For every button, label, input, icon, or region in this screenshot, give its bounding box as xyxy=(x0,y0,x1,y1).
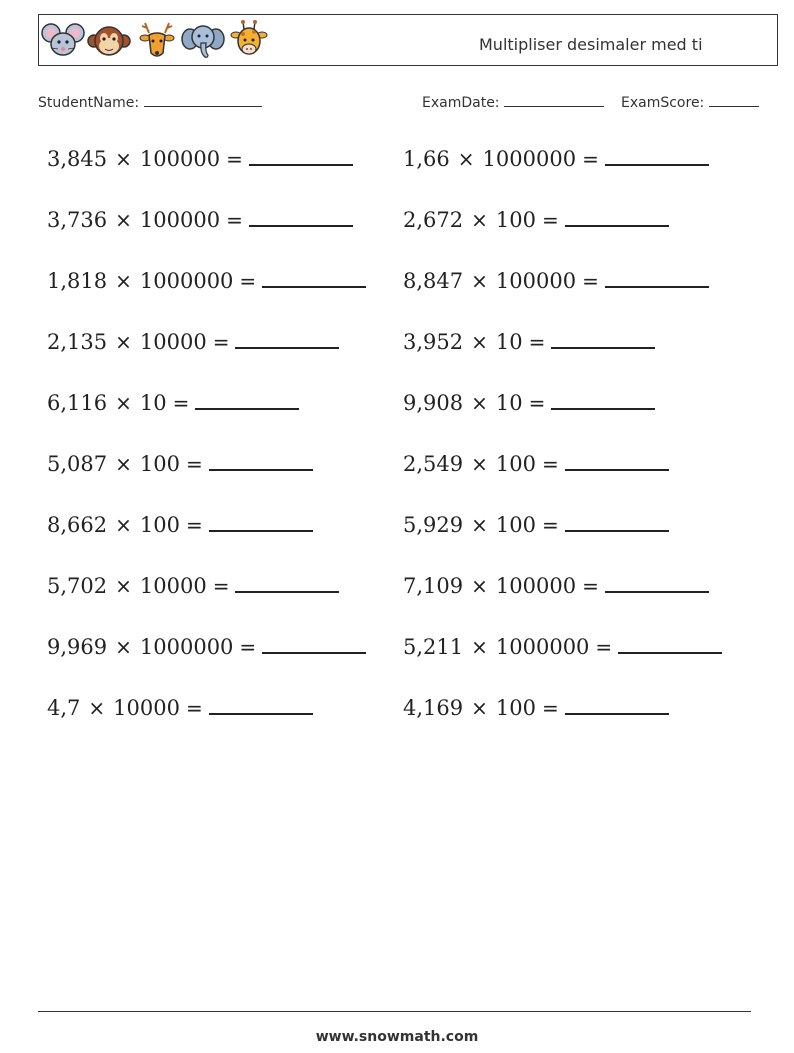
multiplier: 10 xyxy=(495,391,523,415)
multiplier: 100000 xyxy=(495,269,577,293)
times-sign: × xyxy=(471,269,488,293)
answer-blank[interactable] xyxy=(262,268,366,288)
equals-sign: = xyxy=(595,635,613,659)
answer-blank[interactable] xyxy=(565,207,669,227)
answer-blank[interactable] xyxy=(262,634,366,654)
equals-sign: = xyxy=(528,391,546,415)
multiplicand: 7,109 xyxy=(403,574,464,598)
multiplier: 100 xyxy=(495,696,536,720)
problem-item xyxy=(47,268,366,293)
problem-item xyxy=(403,146,709,171)
equals-sign: = xyxy=(212,574,230,598)
student-name-field xyxy=(38,94,262,111)
footer-website: www.snowmath.com xyxy=(315,1029,479,1045)
answer-blank[interactable] xyxy=(565,451,669,471)
times-sign: × xyxy=(471,513,488,537)
multiplier: 1000000 xyxy=(139,635,234,659)
problem-item xyxy=(403,573,709,598)
multiplier: 100000 xyxy=(495,574,577,598)
answer-blank[interactable] xyxy=(565,695,669,715)
answer-blank[interactable] xyxy=(605,268,709,288)
problem-item xyxy=(403,695,669,720)
multiplicand: 3,736 xyxy=(47,208,108,232)
answer-blank[interactable] xyxy=(195,390,299,410)
problem-item xyxy=(403,634,722,659)
problem-item xyxy=(403,207,669,232)
times-sign: × xyxy=(115,452,132,476)
answer-blank[interactable] xyxy=(209,451,313,471)
problem-item xyxy=(403,329,655,354)
footer-divider xyxy=(38,1011,751,1012)
multiplier: 10 xyxy=(495,330,523,354)
multiplicand: 8,662 xyxy=(47,513,108,537)
problem-item xyxy=(47,207,353,232)
problem-item xyxy=(403,268,709,293)
multiplier: 10000 xyxy=(113,696,180,720)
multiplier: 100 xyxy=(139,513,180,537)
times-sign: × xyxy=(471,452,488,476)
monkey-icon xyxy=(87,19,131,63)
problem-item xyxy=(47,573,339,598)
times-sign: × xyxy=(88,696,106,720)
problem-item xyxy=(403,451,669,476)
multiplier: 10000 xyxy=(139,330,207,354)
times-sign: × xyxy=(115,208,132,232)
times-sign: × xyxy=(471,696,488,720)
multiplier: 100 xyxy=(139,452,180,476)
answer-blank[interactable] xyxy=(618,634,722,654)
equals-sign: = xyxy=(226,147,243,171)
multiplier: 1000000 xyxy=(482,147,577,171)
giraffe-icon xyxy=(227,19,271,63)
answer-blank[interactable] xyxy=(249,207,353,227)
multiplier: 100 xyxy=(495,513,536,537)
page-title: Multipliser desimaler med ti xyxy=(479,35,703,54)
equals-sign: = xyxy=(541,452,559,476)
exam-date-field xyxy=(422,94,604,111)
equals-sign: = xyxy=(582,147,599,171)
multiplicand: 4,7 xyxy=(47,696,81,720)
multiplicand: 5,702 xyxy=(47,574,108,598)
answer-blank[interactable] xyxy=(235,573,339,593)
multiplicand: 6,116 xyxy=(47,391,108,415)
multiplicand: 1,66 xyxy=(403,147,450,171)
deer-icon xyxy=(135,19,179,63)
multiplier: 100000 xyxy=(139,147,221,171)
student-name-line xyxy=(144,94,262,107)
answer-blank[interactable] xyxy=(605,146,709,166)
equals-sign: = xyxy=(582,269,599,293)
answer-blank[interactable] xyxy=(605,573,709,593)
multiplicand: 2,549 xyxy=(403,452,464,476)
equals-sign: = xyxy=(239,269,257,293)
exam-score-label: ExamScore: xyxy=(621,95,705,111)
times-sign: × xyxy=(115,635,132,659)
problem-item xyxy=(403,390,655,415)
answer-blank[interactable] xyxy=(565,512,669,532)
equals-sign: = xyxy=(185,513,203,537)
multiplicand: 2,672 xyxy=(403,208,464,232)
equals-sign: = xyxy=(226,208,243,232)
equals-sign: = xyxy=(212,330,230,354)
multiplier: 100000 xyxy=(139,208,221,232)
header-box xyxy=(38,14,778,66)
multiplier: 10 xyxy=(139,391,167,415)
times-sign: × xyxy=(471,574,488,598)
exam-score-line xyxy=(709,94,759,107)
times-sign: × xyxy=(471,391,488,415)
answer-blank[interactable] xyxy=(235,329,339,349)
problem-item xyxy=(47,512,313,537)
equals-sign: = xyxy=(541,513,559,537)
times-sign: × xyxy=(115,574,132,598)
times-sign: × xyxy=(115,147,132,171)
equals-sign: = xyxy=(185,696,203,720)
multiplier: 100 xyxy=(495,452,536,476)
times-sign: × xyxy=(471,635,488,659)
multiplicand: 3,845 xyxy=(47,147,108,171)
answer-blank[interactable] xyxy=(209,512,313,532)
multiplicand: 5,087 xyxy=(47,452,108,476)
equals-sign: = xyxy=(541,696,559,720)
multiplicand: 4,169 xyxy=(403,696,464,720)
answer-blank[interactable] xyxy=(249,146,353,166)
multiplicand: 3,952 xyxy=(403,330,464,354)
times-sign: × xyxy=(115,513,132,537)
times-sign: × xyxy=(115,391,132,415)
answer-blank[interactable] xyxy=(551,329,655,349)
multiplier: 1000000 xyxy=(495,635,590,659)
problem-item xyxy=(47,695,313,720)
exam-date-line xyxy=(504,94,604,107)
times-sign: × xyxy=(115,330,132,354)
elephant-icon xyxy=(181,19,225,63)
problem-item xyxy=(47,634,366,659)
multiplicand: 5,929 xyxy=(403,513,464,537)
equals-sign: = xyxy=(541,208,559,232)
problem-item xyxy=(47,146,353,171)
equals-sign: = xyxy=(185,452,203,476)
multiplicand: 8,847 xyxy=(403,269,464,293)
equals-sign: = xyxy=(239,635,257,659)
problem-item xyxy=(403,512,669,537)
multiplier: 100 xyxy=(495,208,536,232)
multiplicand: 9,908 xyxy=(403,391,464,415)
exam-score-field xyxy=(621,94,759,111)
times-sign: × xyxy=(457,147,475,171)
multiplicand: 2,135 xyxy=(47,330,108,354)
problem-item xyxy=(47,390,299,415)
exam-date-label: ExamDate: xyxy=(422,95,500,111)
equals-sign: = xyxy=(582,574,599,598)
multiplicand: 5,211 xyxy=(403,635,464,659)
times-sign: × xyxy=(471,330,488,354)
multiplicand: 9,969 xyxy=(47,635,108,659)
times-sign: × xyxy=(115,269,132,293)
multiplier: 10000 xyxy=(139,574,207,598)
student-name-label: StudentName: xyxy=(38,95,140,111)
equals-sign: = xyxy=(528,330,546,354)
problem-item xyxy=(47,329,339,354)
problem-item xyxy=(47,451,313,476)
equals-sign: = xyxy=(172,391,190,415)
times-sign: × xyxy=(471,208,488,232)
multiplicand: 1,818 xyxy=(47,269,108,293)
mouse-icon xyxy=(41,19,85,63)
answer-blank[interactable] xyxy=(209,695,313,715)
multiplier: 1000000 xyxy=(139,269,234,293)
answer-blank[interactable] xyxy=(551,390,655,410)
